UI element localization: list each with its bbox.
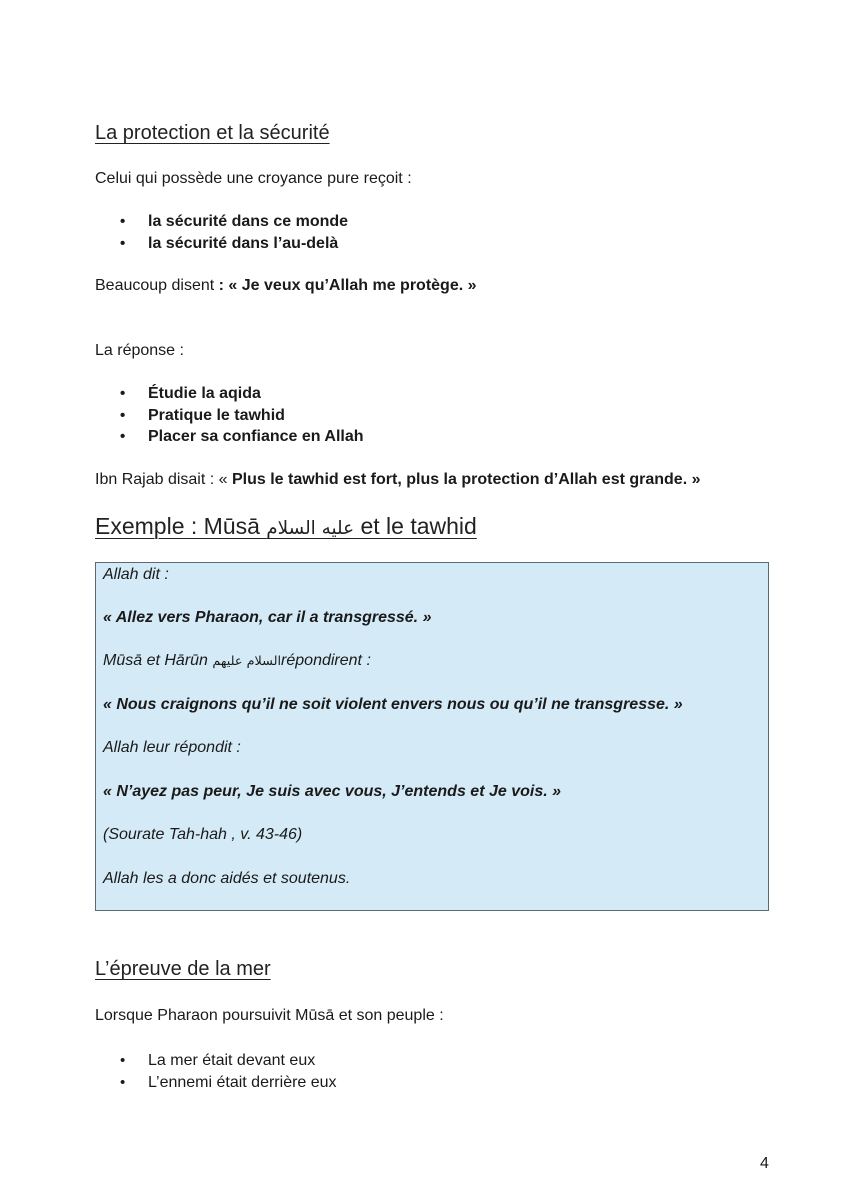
quote-line: « Allez vers Pharaon, car il a transgressé. » [103, 609, 432, 626]
quote-line: Allah leur répondit : [103, 739, 241, 756]
quote-line: « N’ayez pas peur, Je suis avec vous, J’entends et Je vois. » [103, 783, 562, 800]
security-list [95, 211, 348, 254]
quote-line: Allah dit : [103, 566, 169, 583]
quote-line [103, 652, 371, 670]
quote-line-part: Mūsā et Hārūn [103, 652, 213, 669]
many-say-prefix: Beaucoup disent [95, 277, 219, 294]
heading-part1: Exemple : Mūsā [95, 513, 267, 539]
quote-line: (Sourate Tah-hah , v. 43-46) [103, 826, 303, 843]
answer-list [95, 383, 364, 448]
section-heading-sea: L’épreuve de la mer [95, 958, 271, 980]
quote-arabic: السلام عليهم [212, 654, 282, 669]
sea-intro: Lorsque Pharaon poursuivit Mūsā et son peuple : [95, 1007, 444, 1024]
sea-list [95, 1050, 337, 1093]
heading-part2: et le tawhid [354, 513, 477, 539]
list-item: • Pratique le tawhid [95, 405, 364, 427]
quote-box [95, 562, 769, 911]
heading-arabic: عليه السلام [266, 518, 355, 539]
ibn-rajab-paragraph [95, 471, 701, 489]
list-item: • L’ennemi était derrière eux [95, 1072, 337, 1094]
many-say-quote: : « Je veux qu’Allah me protège. » [218, 277, 477, 294]
list-item: • Étudie la aqida [95, 383, 364, 405]
answer-label: La réponse : [95, 342, 184, 359]
list-item: • La mer était devant eux [95, 1050, 337, 1072]
section-heading-example [95, 513, 477, 540]
list-item: • la sécurité dans ce monde [95, 211, 348, 233]
quote-line: « Nous craignons qu’il ne soit violent envers nous ou qu’il ne transgresse. » [103, 696, 683, 713]
ibn-rajab-quote: Plus le tawhid est fort, plus la protection d’Allah est grande. » [231, 471, 701, 488]
many-say-paragraph [95, 277, 477, 295]
quote-line: Allah les a donc aidés et soutenus. [103, 870, 351, 887]
intro-paragraph: Celui qui possède une croyance pure reçoit : [95, 170, 412, 187]
quote-line-part: répondirent : [281, 652, 371, 669]
ibn-rajab-prefix: Ibn Rajab disait : « [95, 471, 232, 488]
section-heading-protection: La protection et la sécurité [95, 122, 330, 144]
list-item: • la sécurité dans l’au-delà [95, 233, 348, 255]
list-item: • Placer sa confiance en Allah [95, 426, 364, 448]
page-number: 4 [760, 1155, 769, 1172]
